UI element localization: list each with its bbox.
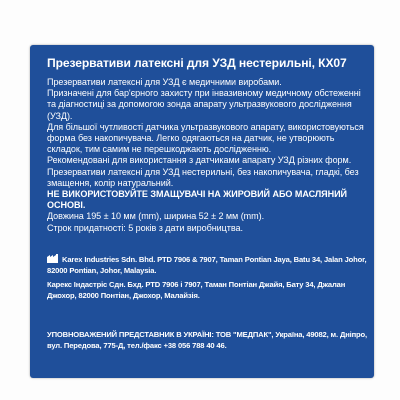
paragraph-sensitivity: Для більшої чутливості датчика ультразвукового апарату, використовуються форма без накопичувача. Легко одягаються на датчик, не утворюють складок, тим самим не перешкоджають дослідженню.: [47, 121, 364, 155]
shelf-life-text: Строк придатності: 5 років з дати виробництва.: [47, 222, 243, 233]
manufacturer-en-text: Karex Industries Sdn. Bhd. PTD 7906 & 7907, Taman Pontian Jaya, Batu 34, Jalan Johor, 82000 Pontian, Johor, Malaysia.: [47, 255, 367, 275]
representative-block: [47, 330, 371, 352]
manufacturer-ua: Карекс Індастріс Сдн. Бхд. PTD 7906 і 7907, Таман Понтіан Джайя, Батy 34, Джалан Джохор, 82000 Понтіан, Джохор, Малайзія.: [47, 280, 346, 300]
label-title: Презервативи латексні для УЗД нестерильні, КХ07: [47, 56, 347, 70]
lubricant-warning: НЕ ВИКОРИСТОВУЙТЕ ЗМАЩУВАЧІ НА ЖИРОВИЙ АБО МАСЛЯНИЙ ОСНОВІ.: [47, 189, 347, 211]
factory-icon: [47, 254, 59, 263]
paragraph-purpose: Призначені для бар'єрного захисту при інвазивному медичному обстеженні та діагностиці за допомогою зонда апарату ультразвукового дослідження (УЗД).: [47, 88, 361, 121]
label-description: [47, 77, 371, 234]
manufacturer-en: [47, 254, 371, 276]
manufacturer-block: [47, 254, 371, 305]
paragraph-medical-device: Презервативи латексні для УЗД є медичними виробами.: [47, 77, 282, 87]
representative-text: УПОВНОВАЖЕНИЙ ПРЕДСТАВНИК В УКРАЇНІ: ТОВ "МЕДПАК", Україна, 49082, м. Дніпро, вул. Передова, 775-Д, тел./факс +38 056 788 40 46.: [47, 330, 367, 350]
dimensions-text: Довжина 195 ± 10 мм (mm), ширина 52 ± 2 мм (mm).: [47, 211, 265, 222]
product-label: [30, 45, 374, 378]
paragraph-recommendation: Рекомендовані для використання з датчиками апарату УЗД різних форм.: [47, 155, 352, 166]
paragraph-properties: Презервативи латексні для УЗД нестерильні, без накопичувача, гладкі, без змащення, колір натуральний.: [47, 166, 359, 188]
